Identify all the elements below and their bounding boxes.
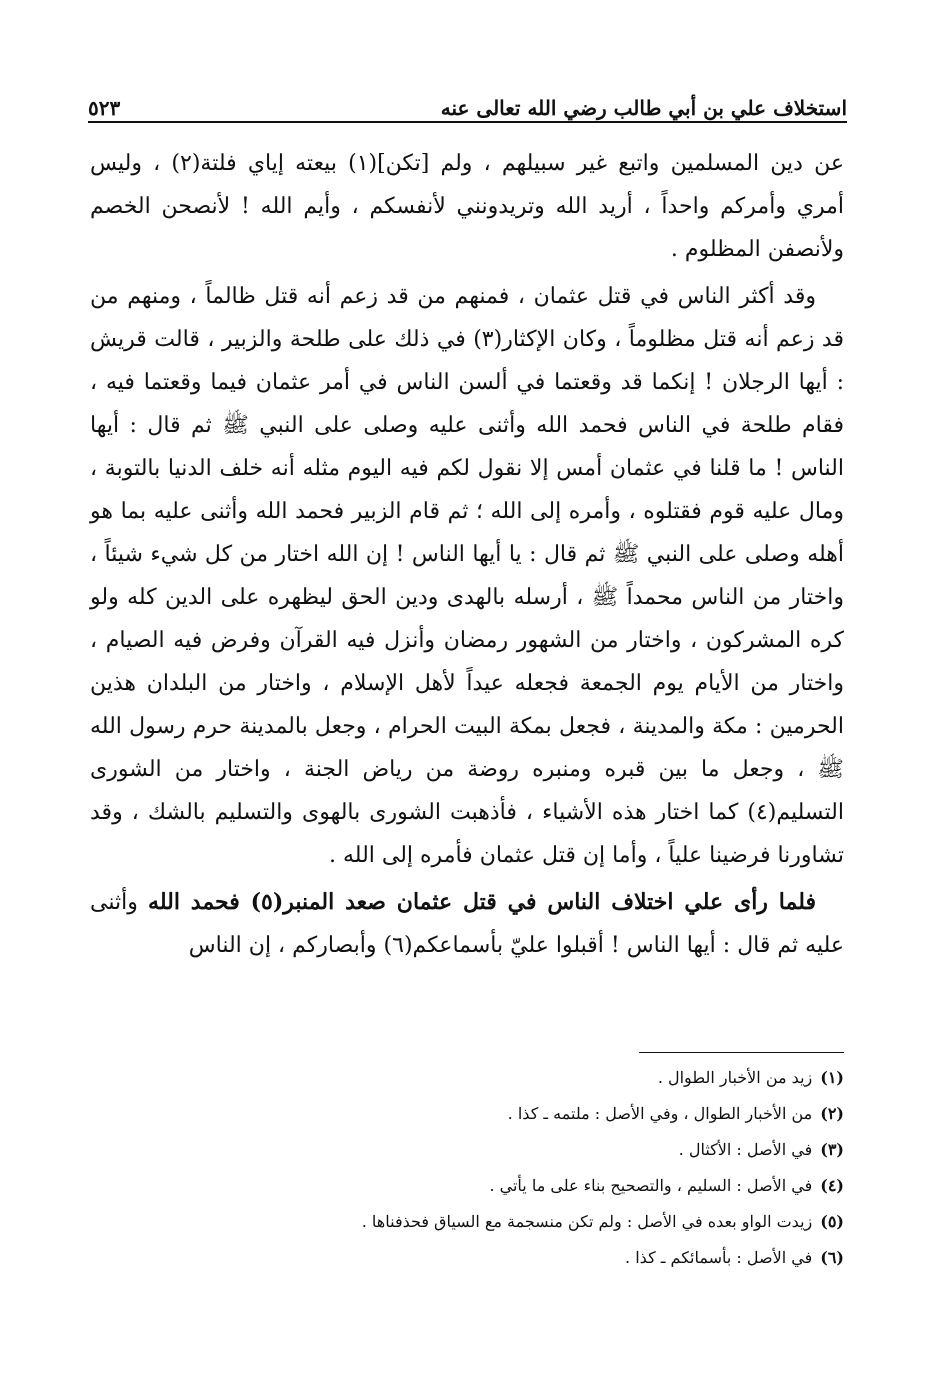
paragraph-2: وقد أكثر الناس في قتل عثمان ، فمنهم من قد زعم أنه قتل ظالماً ، ومنهم من قد زعم أنه قتل مظلوماً ، وكان الإكثار(٣) في ذلك على طلحة والزبير ، قالت قريش : أيها الرجلان ! إنكما قد وقعتما في ألسن الناس في أمر عثمان فيما وقعتما فيه ، فقام طلحة في الناس فحمد الله وأثنى عليه وصلى على النبي ﷺ ثم قال : أيها الناس ! ما قلنا في عثمان أمس إلا نقول لكم فيه اليوم مثله أنه خلف الدنيا بالتوبة ، ومال عليه قوم فقتلوه ، وأمره إلى الله ؛ ثم قام الزبير فحمد الله وأثنى عليه بما هو أهله وصلى على النبي ﷺ ثم قال : يا أيها الناس ! إن الله اختار من كل شيء شيئاً ، واختار من الناس محمداً ﷺ ، أرسله بالهدى ودين الحق ليظهره على الدين كله ولو كره المشركون ، واختار من الشهور رمضان وأنزل فيه القرآن وفرض فيه الصيام ، واختار من الأيام يوم الجمعة فجعله عيداً لأهل الإسلام ، واختار من البلدان هذين الحرمين : مكة والمدينة ، فجعل بمكة البيت الحرام ، وجعل بالمدينة حرم رسول الله ﷺ ، وجعل ما بين قبره ومنبره روضة من رياض الجنة ، واختار من الشورى التسليم(٤) كما اختار هذه الأشياء ، فأذهبت الشورى بالهوى والتسليم بالشك ، وقد تشاورنا فرضينا علياً ، وأما إن قتل عثمان فأمره إلى الله . [90,284,844,868]
footnote-number: (١) [820,1068,844,1087]
footnote-text: زيدت الواو بعده في الأصل : ولم تكن منسجمة مع السياق فحذفناها . [361,1212,813,1231]
footnote-item [90,1132,844,1168]
footnote-item [90,1204,844,1240]
page-header [88,84,847,120]
main-text [90,142,844,967]
footnote-item [90,1060,844,1096]
footnote-text: في الأصل : بأسمائكم ـ كذا . [625,1248,813,1267]
running-title: استخلاف علي بن أبي طالب رضي الله تعالى عنه [440,96,847,120]
footnote-text: زيد من الأخبار الطوال . [657,1068,813,1087]
paragraph-3-rest: وأثنى عليه ثم قال : أيها الناس ! أقبلوا عليّ بأسماعكم(٦) وأبصاركم ، إن الناس [90,890,844,958]
footnote-text: من الأخبار الطوال ، وفي الأصل : ملتمه ـ كذا . [507,1104,813,1123]
footnote-item [90,1240,844,1276]
paragraph-3 [90,881,844,967]
footnote-number: (٦) [820,1248,844,1267]
header-rule [88,121,847,123]
footnote-text: في الأصل : الأكثال . [678,1140,813,1159]
footnote-number: (٤) [820,1176,844,1195]
page-number: ٥٢٣ [88,96,121,120]
paragraph-1: عن دين المسلمين واتبع غير سبيلهم ، ولم [تكن](١) بيعته إياي فلتة(٢) ، وليس أمري وأمركم واحداً ، أريد الله وتريدونني لأنفسكم ، وأيم الله ! لأنصحن الخصم ولأنصفن المظلوم . [90,151,844,262]
footnote-number: (٥) [820,1212,844,1231]
footnotes [90,1060,844,1276]
footnote-number: (٢) [820,1104,844,1123]
footnote-number: (٣) [820,1140,844,1159]
footnote-text: في الأصل : السليم ، والتصحيح بناء على ما يأتي . [489,1176,813,1195]
paragraph-3-bold-lead: فلما رأى علي اختلاف الناس في قتل عثمان صعد المنبر(٥) فحمد الله [148,889,817,915]
footnote-rule [639,1052,844,1053]
footnote-item [90,1096,844,1132]
footnote-item [90,1168,844,1204]
